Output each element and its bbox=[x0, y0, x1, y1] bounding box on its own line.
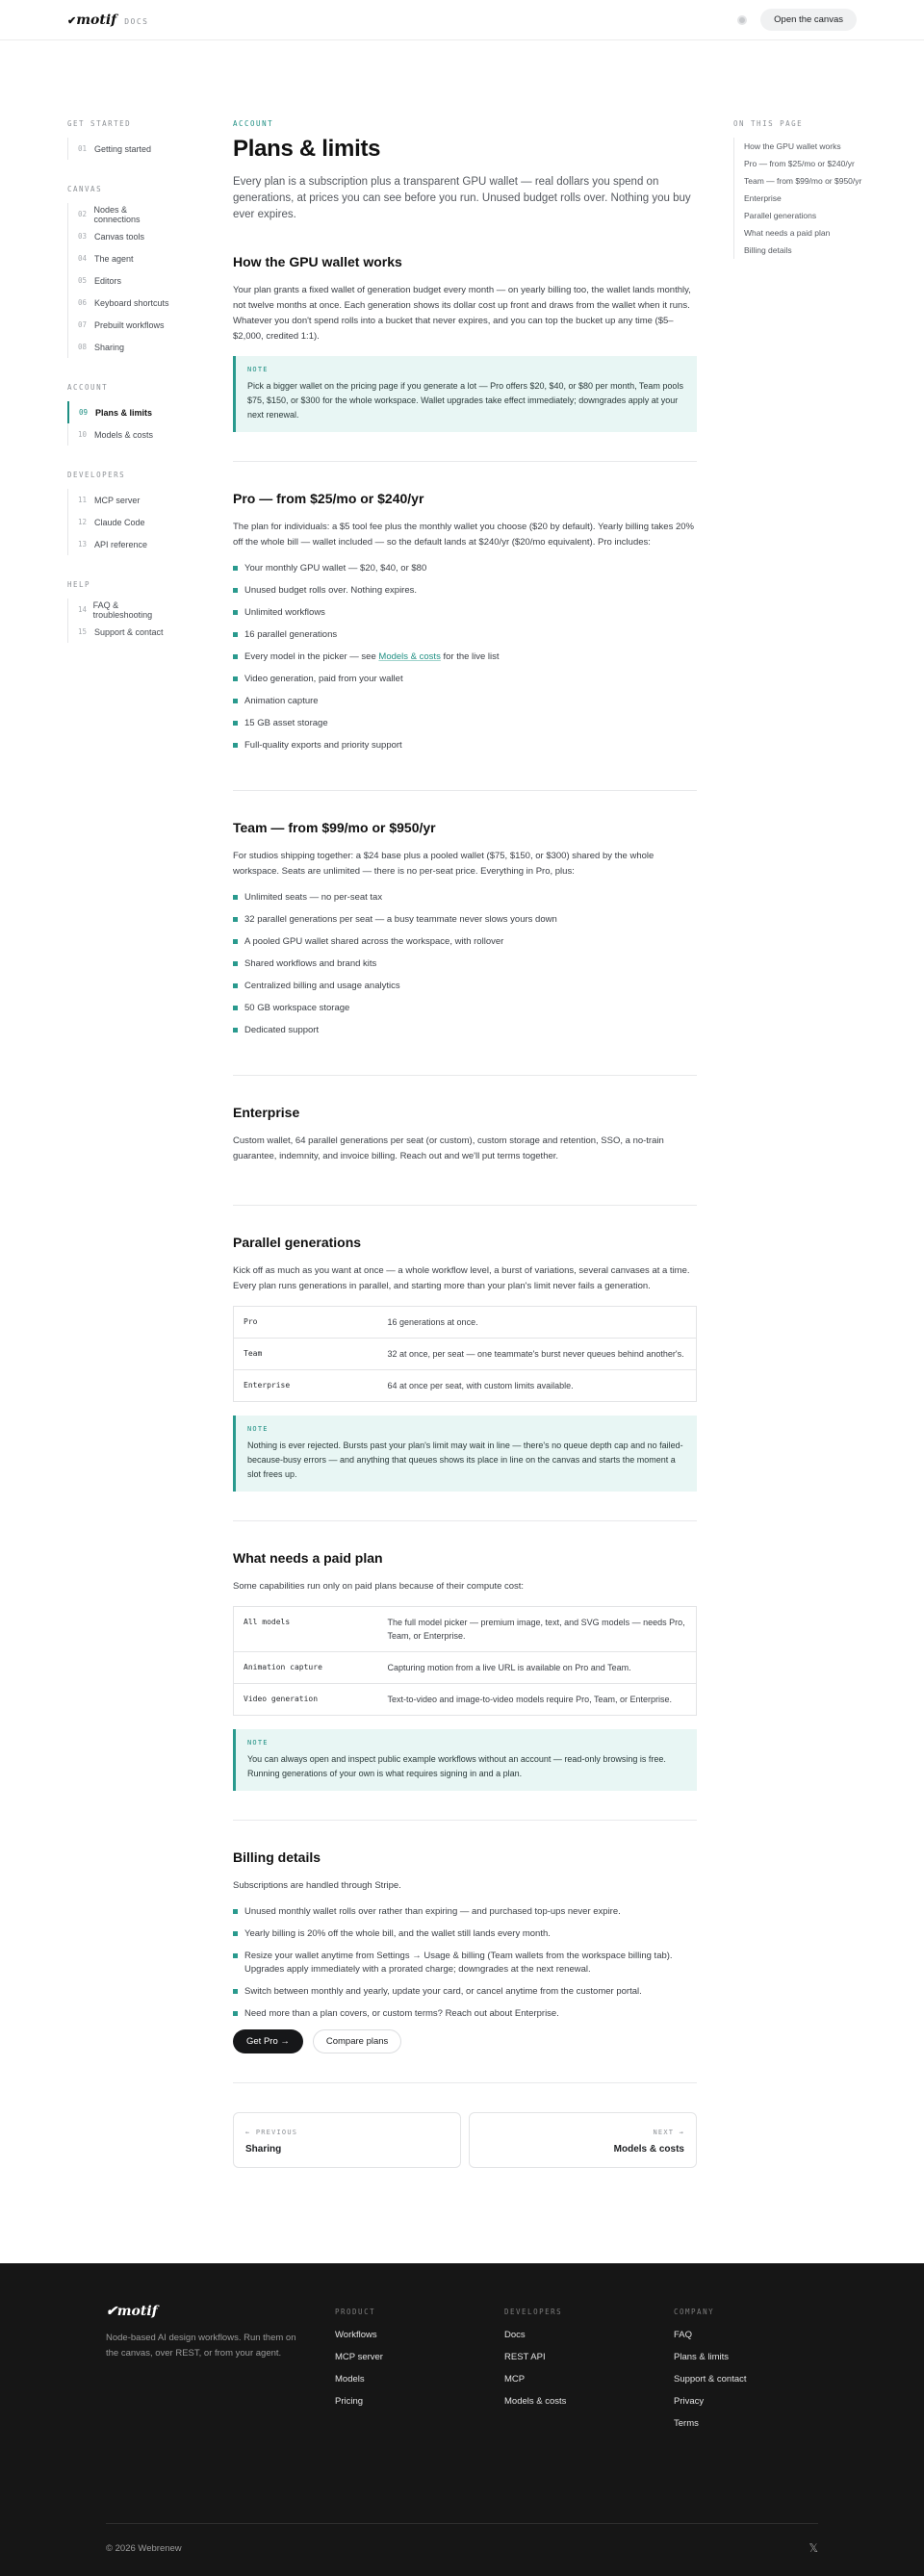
compare-plans-button[interactable]: Compare plans bbox=[313, 2029, 401, 2053]
list-item: Shared workflows and brand kits bbox=[233, 957, 697, 971]
list-item: 32 parallel generations per seat — a busy teammate never slows yours down bbox=[233, 913, 697, 927]
toc-list bbox=[733, 138, 868, 259]
list-item: A pooled GPU wallet shared across the workspace, with rollover bbox=[233, 935, 697, 949]
footer-link[interactable]: Pricing bbox=[335, 2396, 364, 2407]
sidebar-item-support-contact[interactable] bbox=[68, 621, 173, 643]
sidebar-group bbox=[67, 401, 173, 446]
sidebar-group-title: GET STARTED bbox=[67, 119, 132, 128]
sidebar-item-number: 14 bbox=[78, 605, 88, 614]
sidebar-item-label: The agent bbox=[94, 253, 134, 264]
sidebar-item-mcp-server[interactable] bbox=[68, 489, 173, 511]
sidebar-item-label: Models & costs bbox=[94, 429, 154, 440]
table-row bbox=[234, 1652, 697, 1684]
note-label: NOTE bbox=[247, 366, 269, 373]
section-wallet bbox=[233, 254, 697, 462]
sidebar-item-number: 09 bbox=[79, 408, 89, 417]
table-row bbox=[234, 1684, 697, 1716]
footer-link[interactable]: Docs bbox=[504, 2330, 526, 2340]
list-item: 16 parallel generations bbox=[233, 628, 697, 642]
previous-page-link[interactable] bbox=[233, 2112, 461, 2168]
table-value: 32 at once, per seat — one teammate's burst never queues behind another's. bbox=[378, 1339, 697, 1370]
footer-column-title: DEVELOPERS bbox=[504, 2308, 563, 2316]
footer-link[interactable]: Models bbox=[335, 2374, 365, 2385]
pager-title: Models & costs bbox=[613, 2144, 684, 2155]
sidebar-group-title: ACCOUNT bbox=[67, 383, 109, 392]
top-bar bbox=[0, 0, 924, 40]
section-heading: Parallel generations bbox=[233, 1235, 362, 1250]
table-value: 64 at once per seat, with custom limits available. bbox=[378, 1370, 697, 1402]
footer-link[interactable]: Workflows bbox=[335, 2330, 377, 2340]
sidebar-item-label: Plans & limits bbox=[95, 407, 153, 418]
logo-mark-icon: ✔ bbox=[67, 13, 77, 27]
footer-link[interactable]: Plans & limits bbox=[674, 2352, 730, 2362]
sidebar-item-nodes-connections[interactable] bbox=[68, 203, 173, 225]
sidebar-item-number: 13 bbox=[78, 540, 88, 548]
sidebar-nav bbox=[67, 119, 173, 668]
main-content bbox=[233, 119, 697, 2168]
section-pro bbox=[233, 491, 697, 791]
section-heading: Billing details bbox=[233, 1849, 321, 1865]
section-heading: Enterprise bbox=[233, 1105, 300, 1120]
logo-text: motif bbox=[76, 12, 117, 28]
models-costs-link[interactable]: Models & costs bbox=[378, 651, 441, 662]
bullet-list bbox=[233, 891, 697, 1037]
footer-link[interactable]: FAQ bbox=[674, 2330, 693, 2340]
footer-link[interactable]: REST API bbox=[504, 2352, 546, 2362]
sidebar-item-label: API reference bbox=[94, 539, 148, 549]
section-body: Your plan grants a fixed wallet of generation budget every month — on yearly billing too, the wallet lands monthly, not twelve months at once. Each generation shows its dollar cost up front and draws from the wallet when it runs. Whatever you don't spend rolls into a bucket that never expires, and you can top the bucket up any time ($5–$2,000, credited 1:1). bbox=[233, 285, 691, 342]
list-item: Your monthly GPU wallet — $20, $40, or $80 bbox=[233, 562, 697, 575]
section-heading: What needs a paid plan bbox=[233, 1550, 383, 1566]
note-label: NOTE bbox=[247, 1739, 269, 1747]
site-footer bbox=[0, 2263, 924, 2576]
sidebar-item-number: 08 bbox=[78, 343, 88, 351]
list-item: Unused budget rolls over. Nothing expires. bbox=[233, 584, 697, 598]
pager-direction: ← PREVIOUS bbox=[245, 2129, 298, 2136]
docs-tag: DOCS bbox=[124, 16, 149, 26]
list-item: Switch between monthly and yearly, update your card, or cancel anytime from the customer portal. bbox=[233, 1985, 697, 1999]
sidebar-item-claude-code[interactable] bbox=[68, 511, 173, 533]
table-key: Enterprise bbox=[234, 1370, 378, 1402]
get-pro-button[interactable]: Get Pro → bbox=[233, 2029, 303, 2053]
note-callout bbox=[233, 1416, 697, 1492]
sidebar-item-prebuilt-workflows[interactable] bbox=[68, 314, 173, 336]
sidebar-item-label: MCP server bbox=[94, 495, 141, 505]
footer-link[interactable]: MCP server bbox=[335, 2352, 383, 2362]
footer-column-developers bbox=[504, 2308, 566, 2418]
table-value: The full model picker — premium image, text, and SVG models — needs Pro, Team, or Enterprise. bbox=[378, 1607, 697, 1652]
section-heading: Team — from $99/mo or $950/yr bbox=[233, 820, 436, 835]
sidebar-group-title: DEVELOPERS bbox=[67, 471, 126, 479]
x-icon[interactable]: 𝕏 bbox=[808, 2541, 818, 2555]
section-team bbox=[233, 820, 697, 1076]
toc-item[interactable]: Pro — from $25/mo or $240/yr bbox=[744, 159, 855, 168]
list-item: 50 GB workspace storage bbox=[233, 1002, 697, 1015]
sidebar-item-number: 07 bbox=[78, 320, 88, 329]
section-billing bbox=[233, 1849, 697, 2083]
sidebar-item-number: 12 bbox=[78, 518, 88, 526]
list-item: Need more than a plan covers, or custom terms? Reach out about Enterprise. bbox=[233, 2007, 697, 2021]
list-item: Yearly billing is 20% off the whole bill, and the wallet still lands every month. bbox=[233, 1927, 697, 1941]
footer-link[interactable]: Support & contact bbox=[674, 2374, 747, 2385]
theme-toggle-icon[interactable] bbox=[737, 15, 747, 25]
note-text: Pick a bigger wallet on the pricing page if you generate a lot — Pro offers $20, $40, or $80 per month, Team pools $75, $150, or $300 for the whole workspace. Wallet upgrades take effect immediately; downgrades apply at your next renewal. bbox=[247, 381, 683, 420]
sidebar-item-number: 15 bbox=[78, 627, 88, 636]
list-item-text: Every model in the picker — see bbox=[244, 651, 379, 662]
docs-layout bbox=[0, 40, 924, 2263]
table-key: All models bbox=[234, 1607, 378, 1652]
table-key: Animation capture bbox=[234, 1652, 378, 1684]
sidebar-item-number: 06 bbox=[78, 298, 88, 307]
on-this-page bbox=[733, 119, 868, 259]
note-callout bbox=[233, 1729, 697, 1791]
sidebar-item-label: Nodes & connections bbox=[93, 204, 141, 224]
list-item: Unused monthly wallet rolls over rather than expiring — and purchased top-ups never expire. bbox=[233, 1905, 697, 1919]
sidebar-item-getting-started[interactable] bbox=[68, 138, 173, 160]
sidebar-group bbox=[67, 599, 173, 643]
sidebar-item-plans-limits[interactable] bbox=[67, 401, 173, 423]
table-row bbox=[234, 1370, 697, 1402]
footer-column-company bbox=[674, 2308, 747, 2440]
bullet-list bbox=[233, 562, 697, 752]
sidebar-group-title: CANVAS bbox=[67, 185, 103, 193]
page-title: Plans & limits bbox=[233, 136, 381, 162]
toc-title: ON THIS PAGE bbox=[733, 119, 804, 128]
note-label: NOTE bbox=[247, 1425, 269, 1433]
sidebar-item-number: 11 bbox=[78, 496, 88, 504]
list-item: Video generation, paid from your wallet bbox=[233, 673, 697, 686]
list-item: Full-quality exports and priority support bbox=[233, 739, 697, 752]
footer-link[interactable]: Models & costs bbox=[504, 2396, 567, 2407]
toc-item[interactable]: Enterprise bbox=[744, 193, 782, 203]
sidebar-item-keyboard-shortcuts[interactable] bbox=[68, 292, 173, 314]
sidebar-group-title: HELP bbox=[67, 580, 91, 589]
sidebar-item-label: Claude Code bbox=[94, 517, 145, 527]
list-item: Dedicated support bbox=[233, 1024, 697, 1037]
limits-table bbox=[233, 1306, 697, 1402]
sidebar-item-label: Sharing bbox=[94, 342, 125, 352]
footer-column-title: COMPANY bbox=[674, 2308, 715, 2316]
sidebar-item-number: 01 bbox=[78, 144, 88, 153]
sidebar-item-api-reference[interactable] bbox=[68, 533, 173, 555]
toc-item[interactable]: Billing details bbox=[744, 245, 792, 255]
sidebar-item-canvas-tools[interactable] bbox=[68, 225, 173, 247]
logo-mark-icon: ✔ bbox=[106, 2304, 117, 2319]
footer-link[interactable]: Terms bbox=[674, 2418, 699, 2429]
table-value: Text-to-video and image-to-video models require Pro, Team, or Enterprise. bbox=[378, 1684, 697, 1716]
toc-item[interactable]: What needs a paid plan bbox=[744, 228, 831, 238]
footer-link[interactable]: Privacy bbox=[674, 2396, 705, 2407]
list-item bbox=[233, 650, 697, 664]
list-item: 15 GB asset storage bbox=[233, 717, 697, 730]
sidebar-item-number: 03 bbox=[78, 232, 88, 241]
list-item: Resize your wallet anytime from Settings → Usage & billing (Team wallets from the workspace billing tab). Upgrades apply immediately with a prorated charge; downgrades at the next renewal. bbox=[233, 1950, 697, 1977]
footer-column-title: PRODUCT bbox=[335, 2308, 376, 2316]
paid-features-table bbox=[233, 1606, 697, 1716]
logo[interactable] bbox=[67, 13, 116, 28]
footer-divider bbox=[106, 2523, 818, 2524]
list-item: Unlimited seats — no per-seat tax bbox=[233, 891, 697, 905]
toc-item[interactable]: How the GPU wallet works bbox=[744, 141, 841, 151]
page-lede: Every plan is a subscription plus a transparent GPU wallet — real dollars you spend on generations, at prices you can see before you run. Unused budget rolls over. Nothing you buy ever expires. bbox=[233, 176, 691, 220]
section-enterprise bbox=[233, 1105, 697, 1206]
table-value: 16 generations at once. bbox=[378, 1307, 697, 1339]
list-item-text: for the live list bbox=[440, 651, 500, 662]
bullet-list bbox=[233, 1905, 697, 2021]
sidebar-item-sharing[interactable] bbox=[68, 336, 173, 358]
footer-link[interactable]: MCP bbox=[504, 2374, 526, 2385]
page-pager bbox=[233, 2112, 697, 2168]
section-body: Some capabilities run only on paid plans because of their compute cost: bbox=[233, 1581, 525, 1592]
section-body: Custom wallet, 64 parallel generations per seat (or custom), custom storage and retention, SSO, a no-train guarantee, indemnity, and invoice billing. Reach out and we'll put terms together. bbox=[233, 1135, 664, 1161]
open-canvas-button[interactable]: Open the canvas bbox=[760, 9, 857, 31]
sidebar-item-label: Editors bbox=[94, 275, 122, 286]
sidebar-item-editors[interactable] bbox=[68, 269, 173, 292]
section-body: For studios shipping together: a $24 base plus a pooled wallet ($75, $150, or $300) shared by the whole workspace. Seats are unlimited — there is no per-seat price. Everything in Pro, plus: bbox=[233, 851, 654, 877]
section-body: Kick off as much as you want at once — a whole workflow level, a burst of variations, several canvases at a time. Every plan runs generations in parallel, and starting more than your plan's limit never fails a generation. bbox=[233, 1265, 690, 1291]
sidebar-item-label: Support & contact bbox=[94, 626, 164, 637]
section-body: Subscriptions are handled through Stripe. bbox=[233, 1880, 401, 1891]
section-heading: How the GPU wallet works bbox=[233, 254, 402, 269]
table-row bbox=[234, 1339, 697, 1370]
pager-title: Sharing bbox=[245, 2144, 282, 2155]
toc-item[interactable]: Parallel generations bbox=[744, 211, 817, 220]
sidebar-item-label: Prebuilt workflows bbox=[94, 319, 165, 330]
sidebar-item-number: 10 bbox=[78, 430, 88, 439]
note-text: Nothing is ever rejected. Bursts past your plan's limit may wait in line — there's no queue depth cap and no failed-because-busy errors — and anything that queues shows its place in line on the canvas and starts the moment a slot frees up. bbox=[247, 1441, 683, 1479]
list-item: Animation capture bbox=[233, 695, 697, 708]
brand[interactable] bbox=[67, 13, 148, 28]
toc-item[interactable]: Team — from $99/mo or $950/yr bbox=[744, 176, 862, 186]
page-eyebrow: ACCOUNT bbox=[233, 119, 274, 128]
section-body: The plan for individuals: a $5 tool fee plus the monthly wallet you choose ($20 by default). Yearly billing takes 20% off the whole bill — wallet included — so the default lands at $240/yr ($20/mo equivalent). Pro includes: bbox=[233, 522, 694, 548]
table-row bbox=[234, 1607, 697, 1652]
sidebar-item-label: FAQ & troubleshooting bbox=[92, 599, 153, 620]
section-paid-plan bbox=[233, 1550, 697, 1821]
section-parallel bbox=[233, 1235, 697, 1521]
sidebar-item-label: Keyboard shortcuts bbox=[94, 297, 169, 308]
table-key: Team bbox=[234, 1339, 378, 1370]
sidebar-item-label: Getting started bbox=[94, 143, 152, 154]
note-callout bbox=[233, 356, 697, 432]
footer-logo[interactable] bbox=[106, 2304, 298, 2319]
sidebar-item-faq-troubleshooting[interactable] bbox=[68, 599, 173, 621]
note-text: You can always open and inspect public example workflows without an account — read-only browsing is free. Running generations of your own is what requires signing in and a plan. bbox=[247, 1754, 666, 1778]
sidebar-group bbox=[67, 203, 173, 358]
sidebar-item-number: 02 bbox=[78, 210, 88, 218]
pager-direction: NEXT → bbox=[653, 2129, 684, 2136]
footer-tagline: Node-based AI design workflows. Run them on the canvas, over REST, or from your agent. bbox=[106, 2333, 296, 2359]
sidebar-group bbox=[67, 138, 173, 160]
sidebar-item-number: 05 bbox=[78, 276, 88, 285]
table-value: Capturing motion from a live URL is available on Pro and Team. bbox=[378, 1652, 697, 1684]
footer-logo-text: motif bbox=[116, 2304, 158, 2319]
section-heading: Pro — from $25/mo or $240/yr bbox=[233, 491, 424, 506]
table-row bbox=[234, 1307, 697, 1339]
sidebar-item-models-costs[interactable] bbox=[68, 423, 173, 446]
copyright: © 2026 Webrenew bbox=[106, 2543, 182, 2554]
sidebar-group bbox=[67, 489, 173, 555]
footer-column-product bbox=[335, 2308, 383, 2418]
table-key: Pro bbox=[234, 1307, 378, 1339]
list-item: Unlimited workflows bbox=[233, 606, 697, 620]
sidebar-item-label: Canvas tools bbox=[94, 231, 145, 242]
list-item: Centralized billing and usage analytics bbox=[233, 980, 697, 993]
table-key: Video generation bbox=[234, 1684, 378, 1716]
sidebar-item-the-agent[interactable] bbox=[68, 247, 173, 269]
sidebar-item-number: 04 bbox=[78, 254, 88, 263]
next-page-link[interactable] bbox=[469, 2112, 697, 2168]
